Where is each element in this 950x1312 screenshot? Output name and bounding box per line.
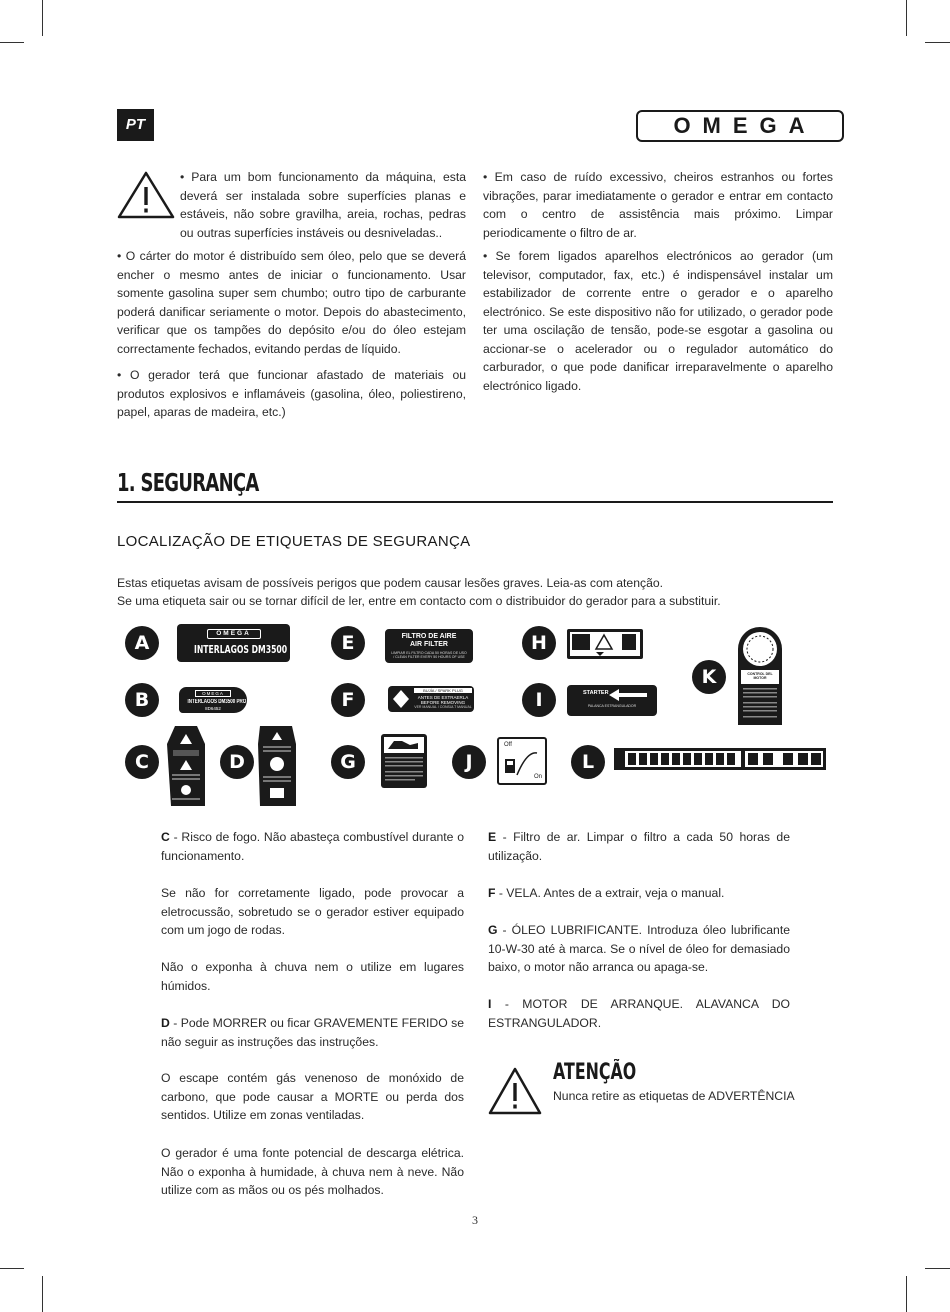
- label-f-small: VER MANUAL / CONSULT MANUAL: [414, 705, 472, 709]
- caption-key: E: [488, 830, 497, 844]
- label-f-line1: ANTES DE EXTRAERLA: [417, 695, 469, 700]
- spark-plug-icon: [392, 689, 410, 709]
- caption-key: C: [161, 830, 170, 844]
- caption-key: D: [161, 1016, 170, 1030]
- caption-text: - Risco de fogo. Não abasteça combustível durante o funcionamento.: [161, 830, 464, 863]
- crop-mark: [0, 42, 24, 43]
- crop-mark: [906, 0, 907, 36]
- label-a-model-plate: [177, 624, 308, 662]
- brand-logo: OMEGA: [636, 110, 844, 142]
- caption-key: F: [488, 886, 496, 900]
- paragraph: [180, 168, 466, 242]
- label-k-title: CONTROL DEL MOTOR: [747, 672, 773, 680]
- label-letter-h: H: [522, 626, 556, 660]
- label-f-line2: BEFORE REMOVING: [420, 700, 466, 705]
- caption-key: G: [488, 923, 498, 937]
- label-letter-l: L: [571, 745, 605, 779]
- caption-text: - Filtro de ar. Limpar o filtro a cada 50 horas de utilização.: [488, 830, 790, 863]
- section-divider: [117, 501, 833, 503]
- caption-d: [161, 1014, 464, 1051]
- label-l-instruction-strip: [613, 747, 827, 771]
- warning-icon: [487, 1066, 543, 1116]
- label-a-model: INTERLAGOS DM3500 PRO: [193, 643, 308, 656]
- attention-text: Nunca retire as etiquetas de ADVERTÊNCIA: [553, 1089, 795, 1103]
- language-badge: PT: [117, 109, 154, 141]
- warning-icon: [116, 170, 176, 220]
- caption-text: - Pode MORRER ou ficar GRAVEMENTE FERIDO se não seguir as instruções das instruções.: [161, 1016, 464, 1049]
- paragraph-text: • Para um bom funcionamento da máquina, esta deverá ser instalada sobre superfícies planas e estáveis, não sobre gravilha, areia, rochas, pedras ou outras superfícies instáveis ou desniveladas..: [180, 170, 466, 240]
- caption-paragraph: O escape contém gás venenoso de monóxido de carbono, que pode causar a MORTE ou perda dos sentidos. Utilize em zonas ventiladas.: [161, 1071, 464, 1122]
- caption-text: - VELA. Antes de a extrair, veja o manual.: [495, 886, 725, 900]
- label-letter-j: J: [452, 745, 486, 779]
- label-b-brand: OMEGA: [195, 690, 231, 697]
- label-h-warning-icons: [566, 628, 644, 660]
- label-j-on: On: [533, 774, 542, 780]
- paragraph: • O gerador terá que funcionar afastado de materiais ou produtos explosivos e inflamáveis (gasolina, óleo, poliestireno, papel, aparas de madeira, etc.): [117, 368, 466, 419]
- caption-i: [488, 995, 790, 1032]
- label-e-small: LIMPIAR EL FILTRO CADA 50 HORAS DE USO / CLEAN FILTER EVERY 50 HOURS OF USE: [391, 651, 467, 659]
- label-e-line1: FILTRO DE AIRE: [401, 633, 457, 640]
- label-letter-g: G: [331, 745, 365, 779]
- intro-line: Estas etiquetas avisam de possíveis perigos que podem causar lesões graves. Leia-as com atenção.: [117, 576, 664, 590]
- label-letter-k: K: [692, 660, 726, 694]
- label-i-starter-text: STARTER: [583, 690, 609, 696]
- section-subtitle: LOCALIZAÇÃO DE ETIQUETAS DE SEGURANÇA: [117, 533, 471, 550]
- label-letter-e: E: [331, 626, 365, 660]
- caption-c: [161, 828, 464, 865]
- label-c-warning-sticker: [165, 724, 207, 808]
- label-letter-d: D: [220, 745, 254, 779]
- caption-g: [488, 921, 790, 977]
- page-number: 3: [472, 1213, 478, 1227]
- label-d-warning-sticker: [256, 724, 298, 808]
- intro-line: Se uma etiqueta sair ou se tornar difícil de ler, entre em contacto com o distribuidor do gerador para a substituir.: [117, 594, 721, 608]
- attention-title: ATENÇÃO: [553, 1060, 637, 1085]
- section-title: 1. SEGURANÇA: [117, 468, 259, 497]
- label-i-starter: [567, 685, 657, 716]
- label-letter-b: B: [125, 683, 159, 717]
- arrow-left-icon: [609, 689, 649, 701]
- crop-mark: [42, 1276, 43, 1312]
- caption-paragraph: Não o exponha à chuva nem o utilize em lugares húmidos.: [161, 960, 464, 993]
- caption-text: - MOTOR DE ARRANQUE. ALAVANCA DO ESTRANGULADOR.: [488, 997, 790, 1030]
- label-b-code: 8D6452: [205, 706, 221, 711]
- caption-paragraph: Se não for corretamente ligado, pode provocar a eletrocussão, sobretudo se o gerador estiver equipado com um jogo de rodas.: [161, 886, 464, 937]
- crop-mark: [925, 1268, 950, 1269]
- paragraph: • Em caso de ruído excessivo, cheiros estranhos ou fortes vibrações, parar imediatamente o gerador e entrar em contacto com o centro de assistência mais próximo. Limpar periodicamente o filtro de ar.: [483, 170, 833, 240]
- label-letter-i: I: [522, 683, 556, 717]
- label-letter-c: C: [125, 745, 159, 779]
- label-f-spark-plug: [388, 686, 474, 712]
- label-j-off: Off: [504, 742, 512, 748]
- label-e-line2: AIR FILTER: [410, 641, 448, 648]
- paragraph: • Se forem ligados aparelhos electrónicos ao gerador (um televisor, computador, fax, etc.) é indispensável instalar um estabilizador de corrente entre o gerador e o aparelho electrónico. Se este dispositivo não for utilizado, o gerador pode ter uma oscilação de tensão, pode-se esgotar a gasolina ou accionar-se o acelerador ou o regulador automático do carburador, o que pode danificar irreparavelmente o aparelho electrónico ligado.: [483, 249, 833, 393]
- label-letter-f: F: [331, 683, 365, 717]
- paragraph: • O cárter do motor é distribuído sem óleo, pelo que se deverá encher o mesmo antes de iniciar o funcionamento. Usar somente gasolina super sem chumbo; outro tipo de carburante poderá danificar seriamente o motor. Depois do abastecimento, verificar que os tampões do depósito e/ou do óleo estejam correctamente fechados, evitando perdas de líquido.: [117, 249, 466, 356]
- caption-text: - ÓLEO LUBRIFICANTE. Introduza óleo lubrificante 10-W-30 até à marca. Se o nível de óleo for demasiado baixo, o motor não arranca ou apaga-se.: [488, 923, 790, 974]
- label-j-fuel-switch: [497, 737, 547, 785]
- crop-mark: [925, 42, 950, 43]
- label-f-top: BUJÍA / SPARK PLUG: [414, 688, 472, 693]
- caption-paragraph: O gerador é uma fonte potencial de descarga elétrica. Não o exponha à humidade, à chuva nem à neve. Não utilize com as mãos ou os pés molhados.: [161, 1146, 464, 1197]
- label-b-badge: [179, 687, 247, 713]
- crop-mark: [42, 0, 43, 36]
- crop-mark: [0, 1268, 24, 1269]
- label-e-air-filter: [385, 629, 473, 663]
- caption-f: [488, 884, 790, 903]
- label-g-oil-sticker: [380, 733, 428, 789]
- label-b-model: INTERLAGOS DM3500 PRO: [187, 699, 247, 705]
- caption-key: I: [488, 997, 492, 1011]
- label-i-small: PALANCA ESTRANGULADOR: [587, 704, 637, 708]
- label-a-brand: OMEGA: [207, 629, 261, 639]
- label-letter-a: A: [125, 626, 159, 660]
- crop-mark: [906, 1276, 907, 1312]
- caption-e: [488, 828, 790, 865]
